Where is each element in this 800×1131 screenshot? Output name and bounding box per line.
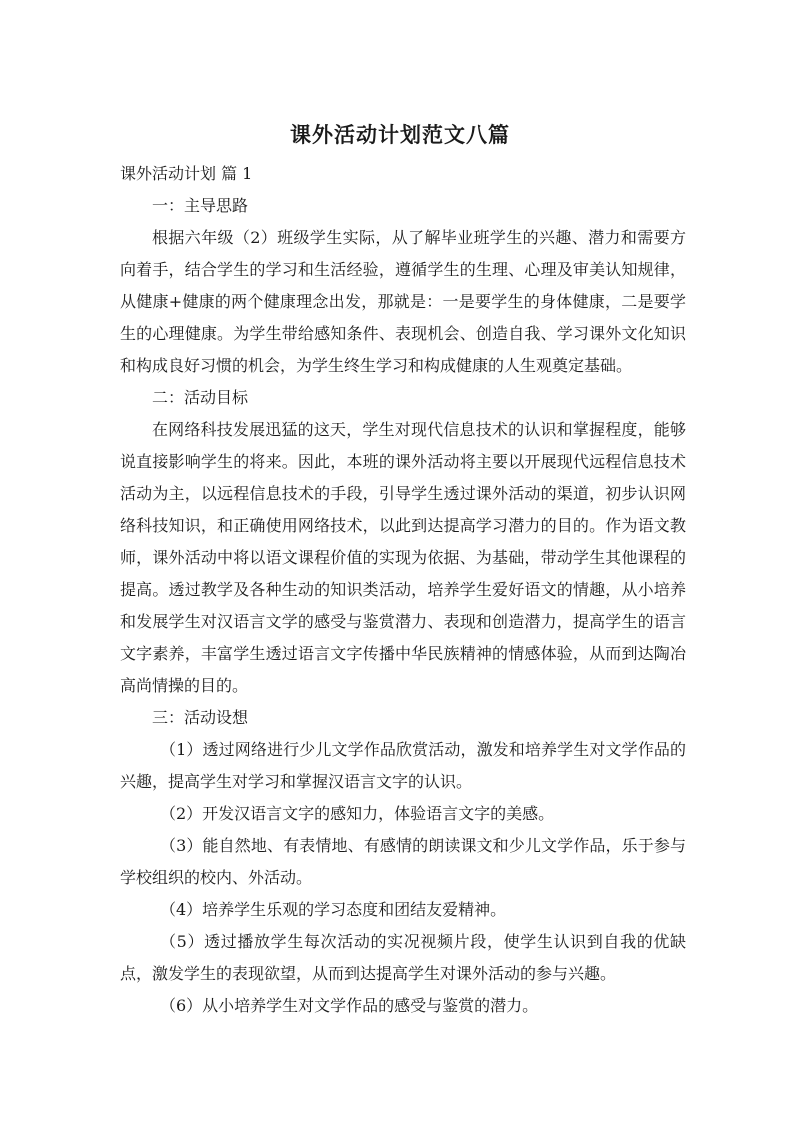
- list-item: （4）培养学生乐观的学习态度和团结友爱精神。: [160, 900, 507, 919]
- list-item: （3）能自然地、有表情地、有感情的朗读课文和少儿文学作品，乐于参与学校组织的校内、外活动。: [120, 836, 686, 887]
- paragraph-guiding-idea: 根据六年级（2）班级学生实际，从了解毕业班学生的兴趣、潜力和需要方向着手，结合学生的学习和生活经验，遵循学生的生理、心理及审美认知规律，从健康+健康的两个健康理念出发，那就是：一是要学生的身体健康，二是要学生的心理健康。为学生带给感知条件、表现机会、创造自我、学习课外文化知识和构成良好习惯的机会，为学生终生学习和构成健康的人生观奠定基础。: [120, 228, 686, 375]
- document-body: [120, 158, 686, 1022]
- heading-activity-goals: 二：活动目标: [152, 388, 249, 407]
- list-item: （2）开发汉语言文字的感知力，体验语言文字的美感。: [160, 804, 555, 823]
- section-label: 课外活动计划 篇 1: [120, 164, 253, 183]
- heading-guiding-idea: 一：主导思路: [152, 196, 249, 215]
- heading-activity-plan: 三：活动设想: [152, 708, 249, 727]
- paragraph-activity-goals: 在网络科技发展迅猛的这天，学生对现代信息技术的认识和掌握程度，能够说直接影响学生的将来。因此，本班的课外活动将主要以开展现代远程信息技术活动为主，以远程信息技术的手段，引导学生透过课外活动的渠道，初步认识网络科技知识，和正确使用网络技术，以此到达提高学习潜力的目的。作为语文教师，课外活动中将以语文课程价值的实现为依据、为基础，带动学生其他课程的提高。透过教学及各种生动的知识类活动，培养学生爱好语文的情趣，从小培养和发展学生对汉语言文学的感受与鉴赏潜力、表现和创造潜力，提高学生的语言文字素养，丰富学生透过语言文字传播中华民族精神的情感体验，从而到达陶冶高尚情操的目的。: [120, 420, 686, 695]
- list-item: （1）透过网络进行少儿文学作品欣赏活动，激发和培养学生对文学作品的兴趣，提高学生对学习和掌握汉语言文字的认识。: [120, 740, 686, 791]
- list-item: （5）透过播放学生每次活动的实况视频片段，使学生认识到自我的优缺点，激发学生的表现欲望，从而到达提高学生对课外活动的参与兴趣。: [120, 932, 686, 983]
- list-item: （6）从小培养学生对文学作品的感受与鉴赏的潜力。: [160, 996, 539, 1015]
- document-title: 课外活动计划范文八篇: [290, 123, 510, 147]
